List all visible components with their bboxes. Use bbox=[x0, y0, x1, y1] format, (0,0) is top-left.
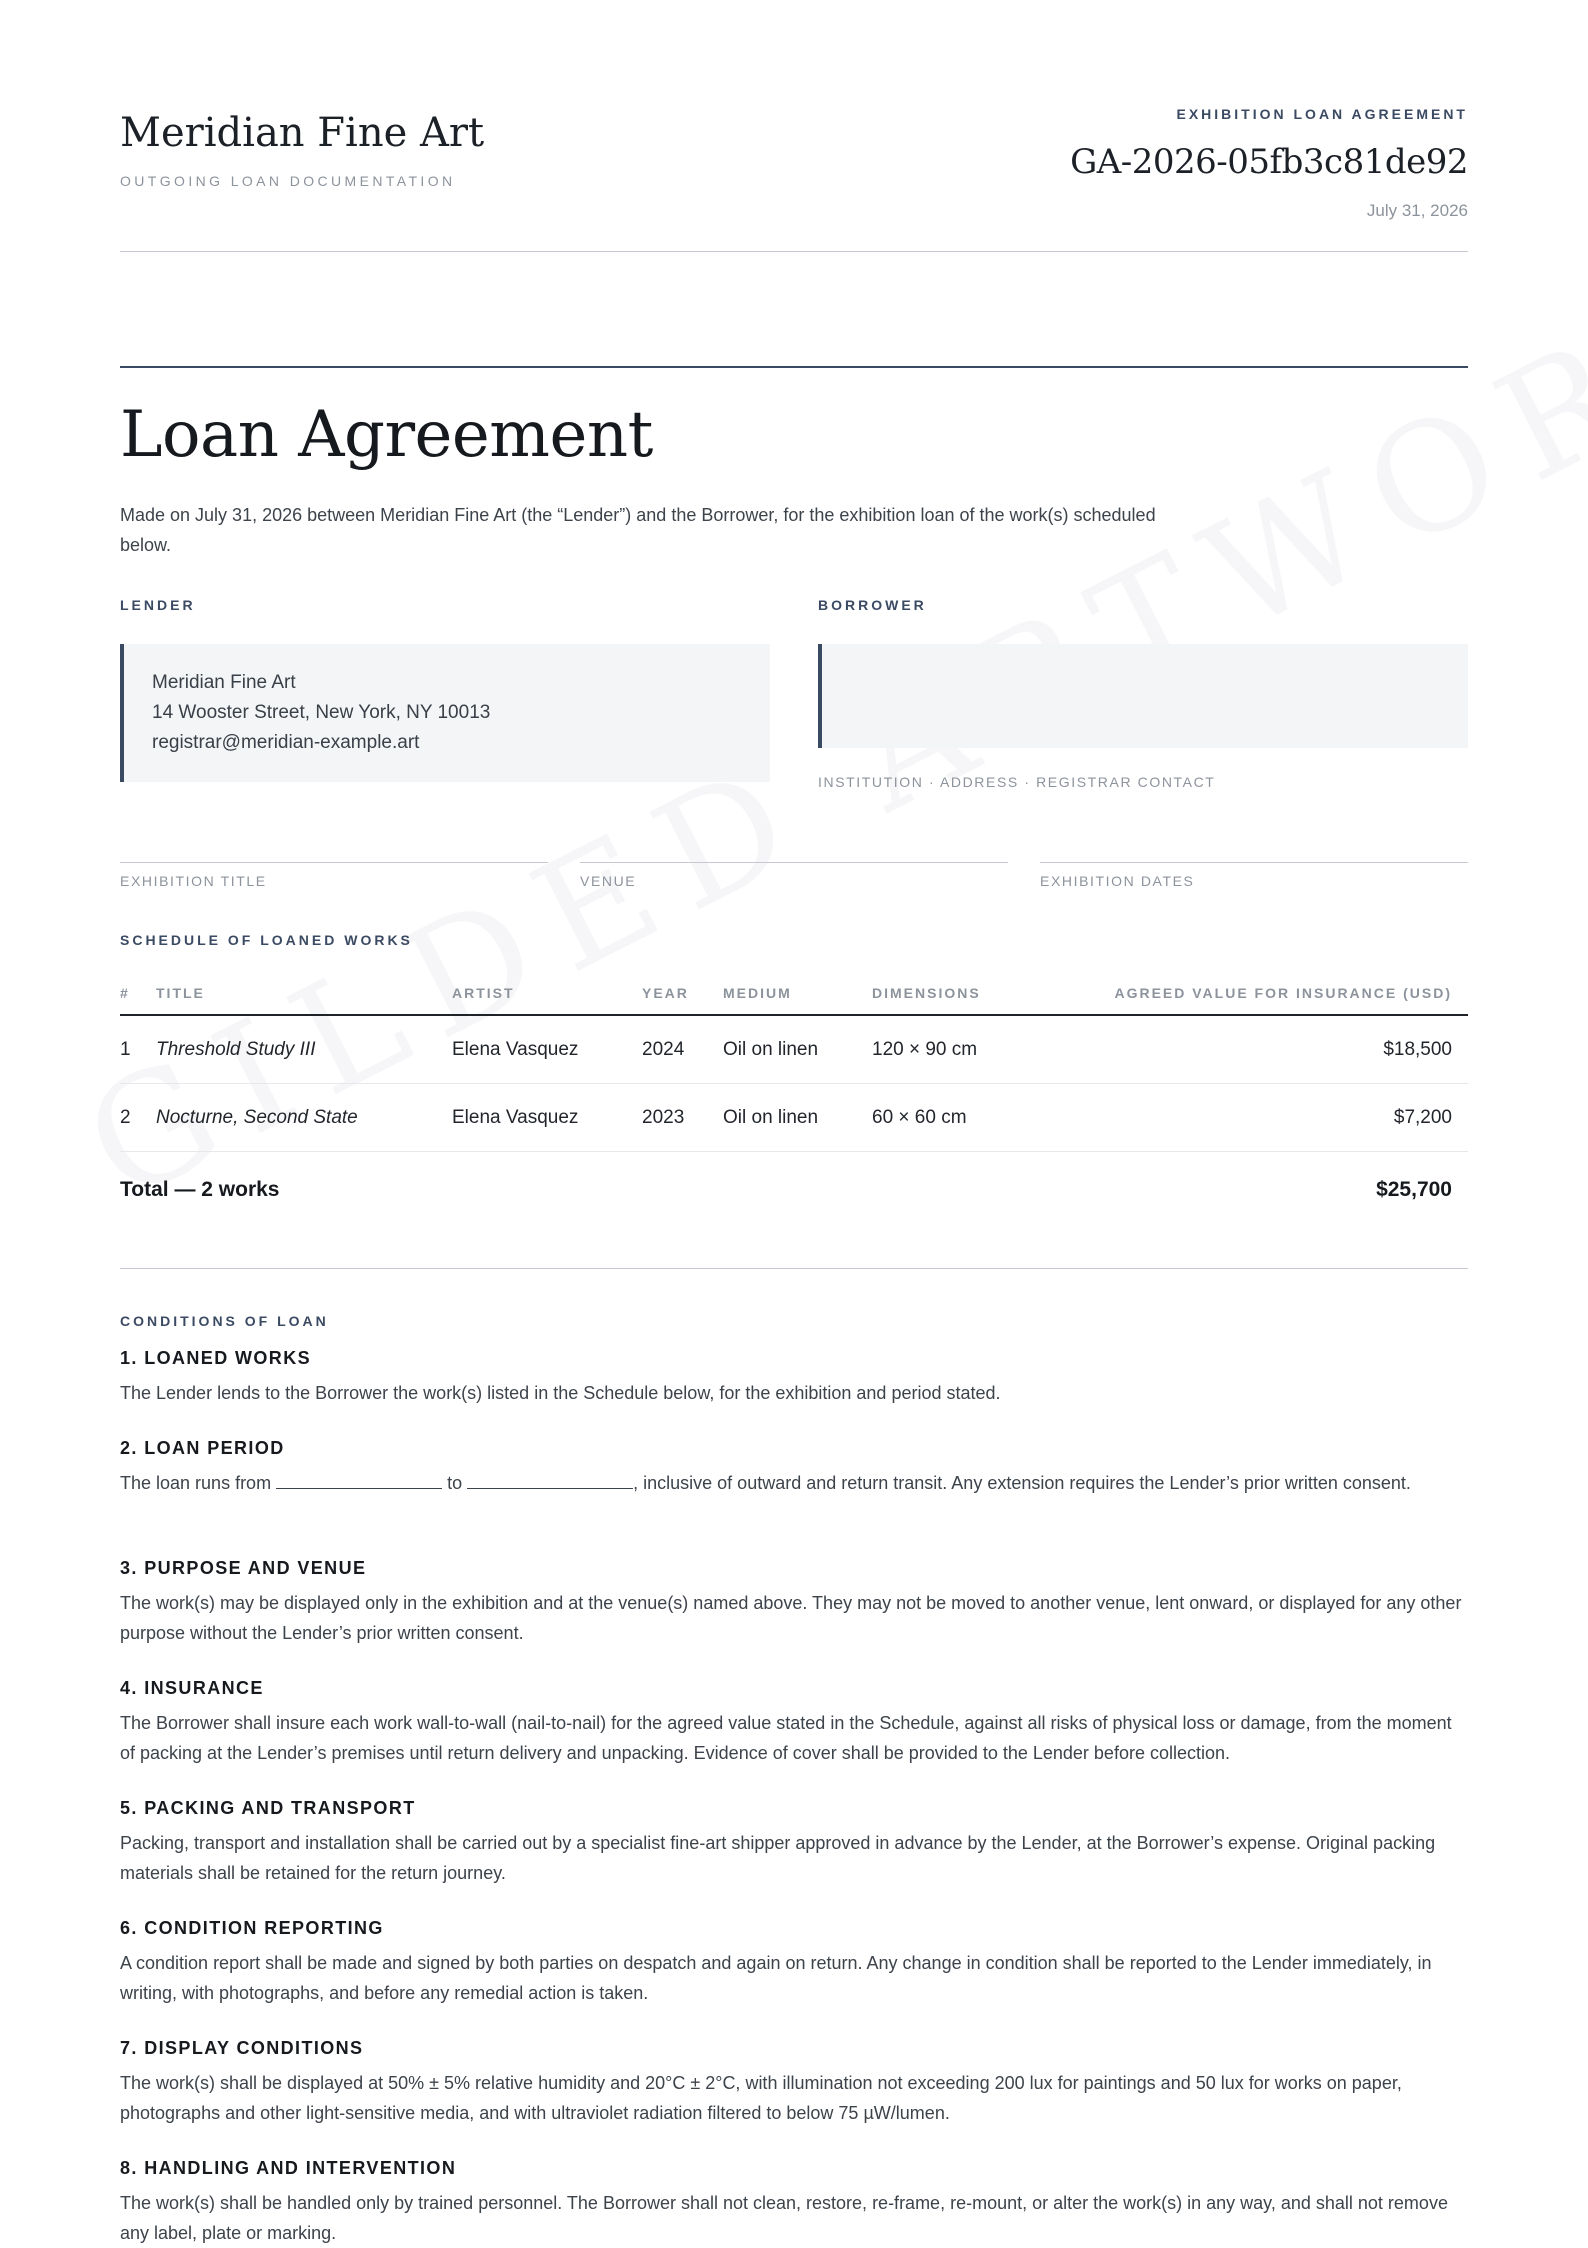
clause-heading: 6. CONDITION REPORTING bbox=[120, 1918, 384, 1938]
artwork-title: Threshold Study III bbox=[156, 1015, 452, 1084]
page-title: Loan Agreement bbox=[120, 398, 653, 472]
clause-loaned-works bbox=[120, 1348, 1468, 1408]
table-row bbox=[120, 1084, 1468, 1152]
column-header-year: YEAR bbox=[642, 972, 723, 1015]
clause-text: The work(s) shall be handled only by trained personnel. The Borrower shall not clean, restore, re-frame, re-mount, or alter the work(s) in any way, and shall not remove any label, plate or marking. bbox=[120, 2193, 1448, 2243]
exhibition-title-field[interactable] bbox=[120, 862, 548, 863]
total-value: $25,700 bbox=[1376, 1178, 1452, 1201]
clause-heading: 3. PURPOSE AND VENUE bbox=[120, 1558, 367, 1578]
column-header-value: AGREED VALUE FOR INSURANCE (USD) bbox=[1072, 972, 1468, 1015]
borrower-hint: INSTITUTION · ADDRESS · REGISTRAR CONTACT bbox=[818, 774, 1216, 790]
brand-subtitle: OUTGOING LOAN DOCUMENTATION bbox=[120, 173, 456, 189]
title-divider bbox=[120, 366, 1468, 368]
loan-start-date-field[interactable] bbox=[276, 1470, 442, 1489]
row-number: 2 bbox=[120, 1084, 156, 1152]
artwork-artist: Elena Vasquez bbox=[452, 1015, 642, 1084]
artwork-artist: Elena Vasquez bbox=[452, 1084, 642, 1152]
column-header-medium: MEDIUM bbox=[723, 972, 872, 1015]
brand-name: Meridian Fine Art bbox=[120, 110, 485, 156]
clause-display-conditions bbox=[120, 2038, 1468, 2128]
clause-condition-reporting bbox=[120, 1918, 1468, 2008]
artwork-year: 2024 bbox=[642, 1015, 723, 1084]
clause-text-start: The loan runs from bbox=[120, 1473, 272, 1493]
clause-text: A condition report shall be made and signed by both parties on despatch and again on return. Any change in condition shall be reported to the Lender immediately, in writing, with photographs, and before any remedial action is taken. bbox=[120, 1953, 1432, 2003]
clause-text-middle: to bbox=[447, 1473, 463, 1493]
document-number: GA-2026-05fb3c81de92 bbox=[1070, 142, 1468, 182]
clause-heading: 8. HANDLING AND INTERVENTION bbox=[120, 2158, 457, 2178]
document-kind: EXHIBITION LOAN AGREEMENT bbox=[1176, 106, 1468, 122]
column-header-artist: ARTIST bbox=[452, 972, 642, 1015]
schedule-label: SCHEDULE OF LOANED WORKS bbox=[120, 932, 413, 948]
borrower-label: BORROWER bbox=[818, 597, 927, 613]
clause-text bbox=[120, 1468, 1468, 1498]
artwork-year: 2023 bbox=[642, 1084, 723, 1152]
document-page bbox=[120, 0, 1468, 2246]
clause-heading: 4. INSURANCE bbox=[120, 1678, 264, 1698]
lender-address: 14 Wooster Street, New York, NY 10013 bbox=[152, 702, 491, 723]
column-header-title: TITLE bbox=[156, 972, 452, 1015]
row-number: 1 bbox=[120, 1015, 156, 1084]
clause-text: The work(s) shall be displayed at 50% ± 5% relative humidity and 20°C ± 2°C, with illumination not exceeding 200 lux for paintings and 50 lux for works on paper, photographs and other light-sensitive media, and with ultraviolet radiation filtered to below 75 µW/lumen. bbox=[120, 2073, 1402, 2123]
total-row bbox=[120, 1152, 1468, 1229]
clause-purpose-venue bbox=[120, 1558, 1468, 1648]
clause-text: The Lender lends to the Borrower the work(s) listed in the Schedule below, for the exhibition and period stated. bbox=[120, 1383, 1001, 1403]
clause-text-end: , inclusive of outward and return transit. Any extension requires the Lender’s prior written consent. bbox=[633, 1473, 1411, 1493]
clause-insurance bbox=[120, 1678, 1468, 1768]
intro-paragraph: Made on July 31, 2026 between Meridian Fine Art (the “Lender”) and the Borrower, for the exhibition loan of the work(s) scheduled below. bbox=[120, 505, 1156, 555]
column-header-number: # bbox=[120, 972, 156, 1015]
exhibition-dates-field[interactable] bbox=[1040, 862, 1468, 863]
borrower-details-field[interactable] bbox=[818, 644, 1468, 748]
clause-text: The Borrower shall insure each work wall-to-wall (nail-to-nail) for the agreed value stated in the Schedule, against all risks of physical loss or damage, from the moment of packing at the Lender’s premises until return delivery and unpacking. Evidence of cover shall be provided to the Lender before collection. bbox=[120, 1713, 1452, 1763]
schedule-table bbox=[120, 972, 1468, 1228]
loan-end-date-field[interactable] bbox=[467, 1470, 633, 1489]
table-header-row bbox=[120, 972, 1468, 1015]
clause-heading: 1. LOANED WORKS bbox=[120, 1348, 312, 1368]
clause-text: The work(s) may be displayed only in the exhibition and at the venue(s) named above. They may not be moved to another venue, lent onward, or displayed for any other purpose without the Lender’s prior written consent. bbox=[120, 1593, 1462, 1643]
lender-details bbox=[120, 644, 770, 782]
table-row bbox=[120, 1015, 1468, 1084]
venue-label: VENUE bbox=[580, 873, 637, 889]
artwork-value: $7,200 bbox=[1072, 1084, 1468, 1152]
artwork-medium: Oil on linen bbox=[723, 1015, 872, 1084]
artwork-title: Nocturne, Second State bbox=[156, 1084, 452, 1152]
venue-field[interactable] bbox=[580, 862, 1008, 863]
clause-text: Packing, transport and installation shall be carried out by a specialist fine-art shipper approved in advance by the Lender, at the Borrower’s expense. Original packing materials shall be retained for the return journey. bbox=[120, 1833, 1436, 1883]
exhibition-dates-label: EXHIBITION DATES bbox=[1040, 873, 1195, 889]
conditions-label: CONDITIONS OF LOAN bbox=[120, 1313, 329, 1329]
clause-loan-period bbox=[120, 1438, 1468, 1498]
artwork-dimensions: 120 × 90 cm bbox=[872, 1015, 1072, 1084]
clause-heading: 7. DISPLAY CONDITIONS bbox=[120, 2038, 364, 2058]
artwork-medium: Oil on linen bbox=[723, 1084, 872, 1152]
total-label: Total — 2 works bbox=[120, 1178, 280, 1201]
clause-handling bbox=[120, 2158, 1468, 2248]
conditions-divider bbox=[120, 1268, 1468, 1269]
lender-email: registrar@meridian-example.art bbox=[152, 732, 420, 753]
exhibition-title-label: EXHIBITION TITLE bbox=[120, 873, 267, 889]
clause-packing-transport bbox=[120, 1798, 1468, 1888]
column-header-dimensions: DIMENSIONS bbox=[872, 972, 1072, 1015]
artwork-value: $18,500 bbox=[1072, 1015, 1468, 1084]
document-date: July 31, 2026 bbox=[1366, 201, 1468, 220]
header-divider bbox=[120, 251, 1468, 252]
clause-heading: 2. LOAN PERIOD bbox=[120, 1438, 285, 1458]
clause-heading: 5. PACKING AND TRANSPORT bbox=[120, 1798, 416, 1818]
artwork-dimensions: 60 × 60 cm bbox=[872, 1084, 1072, 1152]
lender-name: Meridian Fine Art bbox=[152, 672, 296, 693]
lender-label: LENDER bbox=[120, 597, 196, 613]
